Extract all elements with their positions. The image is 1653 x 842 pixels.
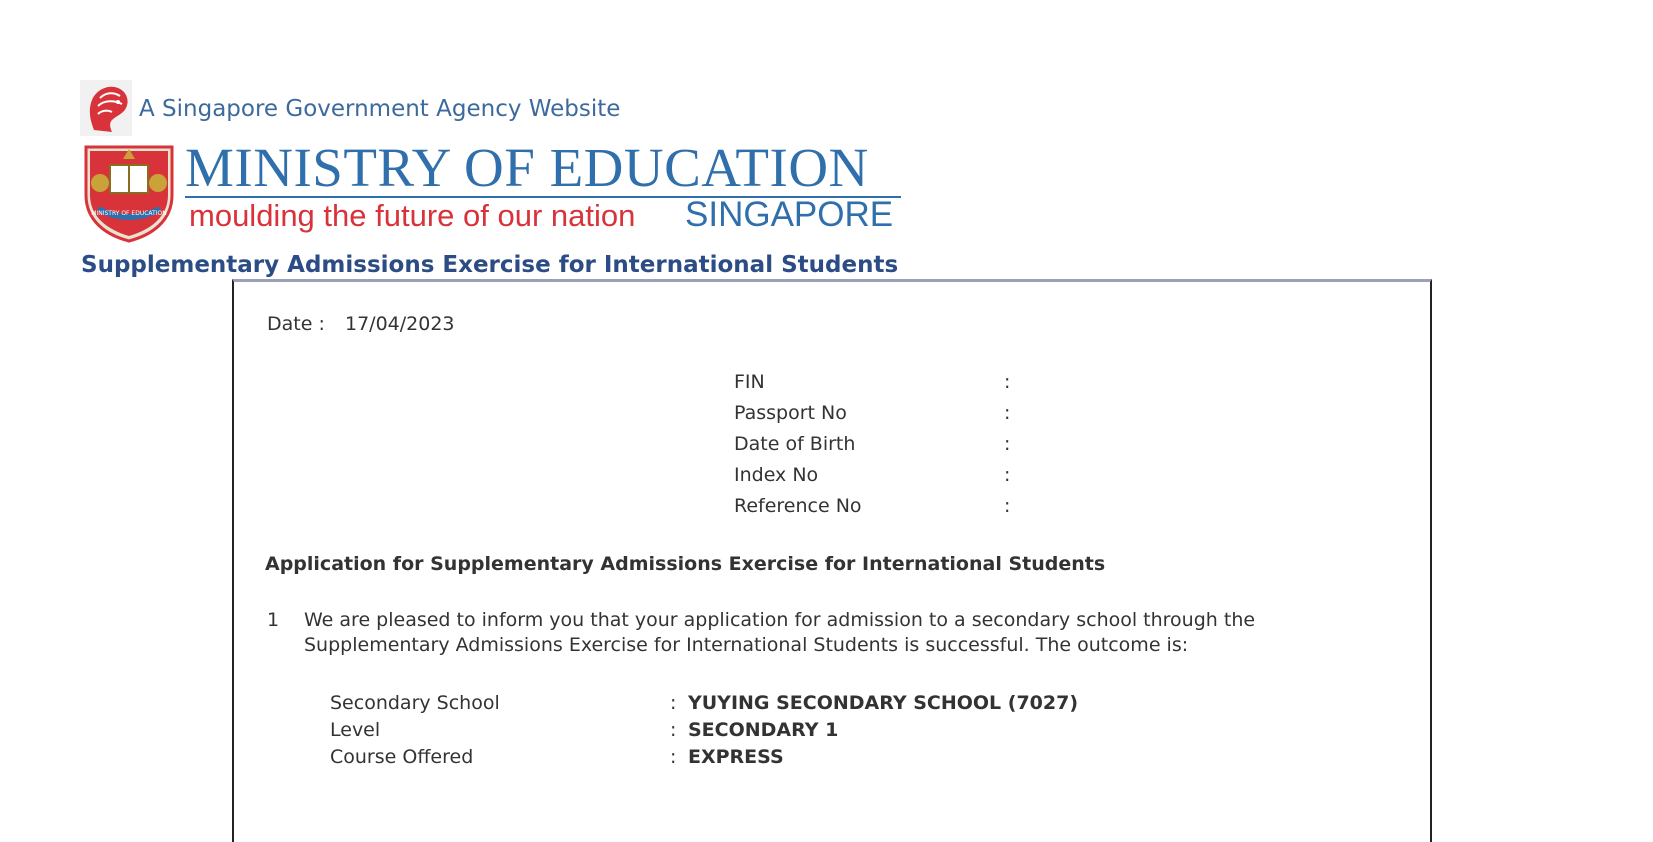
reference-no-colon: :	[1004, 495, 1011, 517]
paragraph-line-1: We are pleased to inform you that your application for admission to a secondary school through the	[304, 609, 1256, 631]
section-heading: Application for Supplementary Admissions Exercise for International Students	[265, 553, 1106, 575]
level-value: SECONDARY 1	[688, 719, 839, 741]
paragraph-line-2: Supplementary Admissions Exercise for International Students is successful. The outcome is:	[304, 634, 1189, 656]
date-value: 17/04/2023	[345, 313, 455, 335]
course-offered-value: EXPRESS	[688, 746, 784, 768]
fin-label: FIN	[734, 371, 765, 393]
page-title: Supplementary Admissions Exercise for International Students	[81, 252, 899, 278]
paragraph-number: 1	[267, 609, 280, 631]
date-of-birth-label: Date of Birth	[734, 433, 856, 455]
course-offered-colon: :	[670, 746, 677, 768]
reference-no-label: Reference No	[734, 495, 862, 517]
gov-agency-notice: A Singapore Government Agency Website	[139, 96, 621, 122]
moe-crest-icon	[80, 143, 178, 243]
date-of-birth-colon: :	[1004, 433, 1011, 455]
crest-motto: MINISTRY OF EDUCATION	[91, 210, 167, 217]
secondary-school-label: Secondary School	[330, 692, 500, 714]
level-colon: :	[670, 719, 677, 741]
date-label: Date :	[267, 313, 325, 335]
secondary-school-value: YUYING SECONDARY SCHOOL (7027)	[688, 692, 1079, 714]
ministry-tagline: moulding the future of our nation	[189, 198, 636, 233]
index-no-label: Index No	[734, 464, 819, 486]
level-label: Level	[330, 719, 381, 741]
ministry-name: MINISTRY OF EDUCATION	[185, 137, 869, 198]
index-no-colon: :	[1004, 464, 1011, 486]
singapore-lion-head-icon	[80, 80, 132, 136]
passport-no-colon: :	[1004, 402, 1011, 424]
fin-colon: :	[1004, 371, 1011, 393]
secondary-school-colon: :	[670, 692, 677, 714]
course-offered-label: Course Offered	[330, 746, 474, 768]
ministry-country: SINGAPORE	[685, 195, 894, 234]
passport-no-label: Passport No	[734, 402, 847, 424]
